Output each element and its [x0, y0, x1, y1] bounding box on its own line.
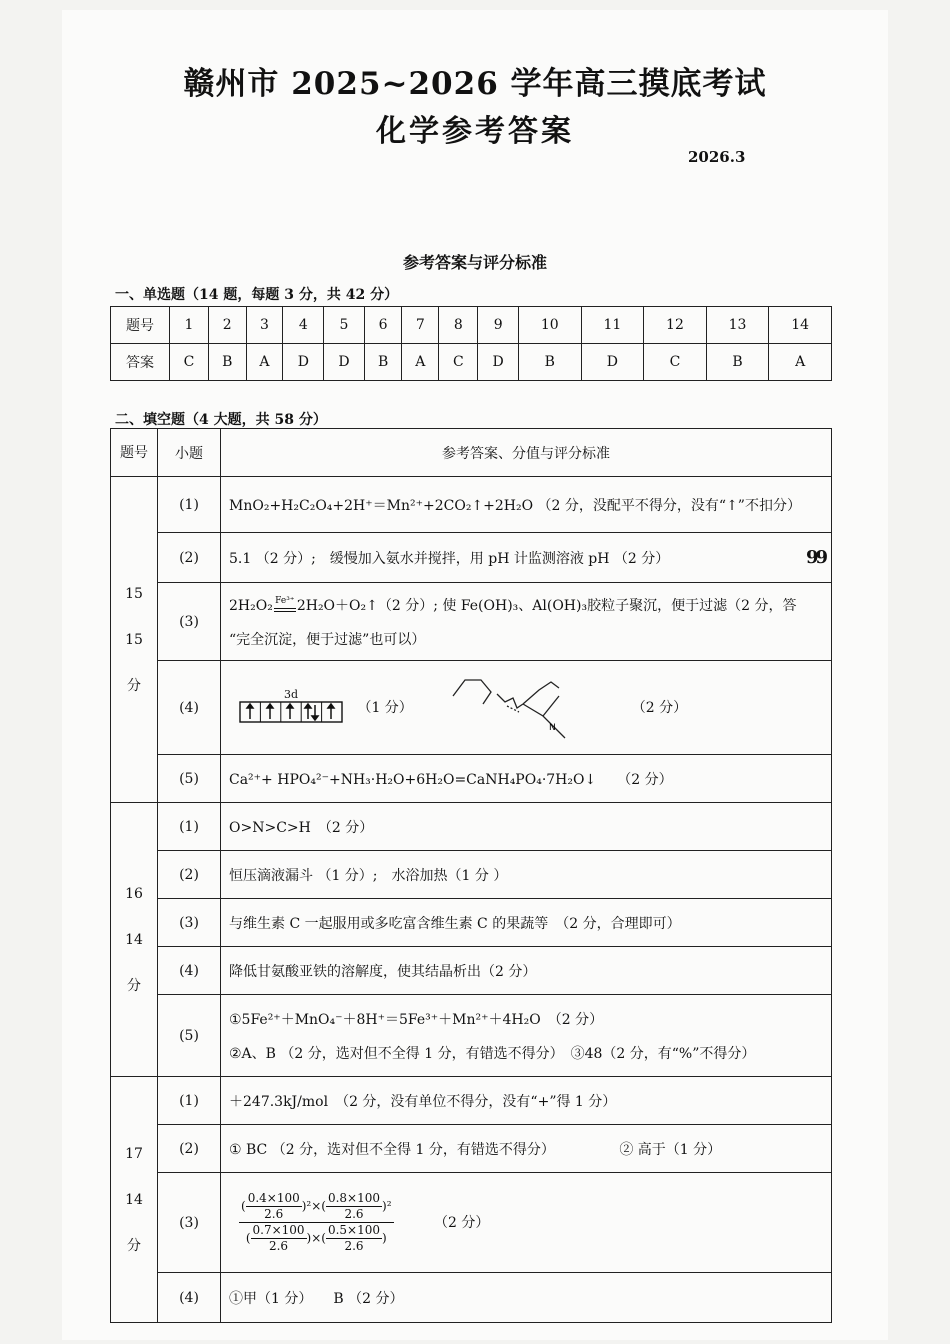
mc-number: 12 — [644, 307, 707, 344]
mc-row-label: 题号 — [111, 307, 170, 344]
score-text: （2 分） — [433, 1214, 490, 1231]
sub-question-label: (1) — [158, 803, 221, 851]
orbital-boxes — [239, 701, 343, 723]
mc-number: 1 — [170, 307, 209, 344]
sub-question-label: (5) — [158, 995, 221, 1077]
answer-cell: ①5Fe²⁺＋MnO₄⁻＋8H⁺＝5Fe³⁺＋Mn²⁺＋4H₂O （2 分） ②A、B （2 分，选对但不全得 1 分，有错选不得分） ③48（2 分，有“%”不得分） — [221, 995, 832, 1077]
mc-number: 8 — [439, 307, 478, 344]
mc-number: 9 — [478, 307, 519, 344]
table-row — [111, 947, 832, 995]
mc-number: 14 — [769, 307, 832, 344]
mc-answer: D — [581, 344, 644, 381]
mc-answer: D — [478, 344, 519, 381]
score-text: （2 分） — [631, 699, 688, 716]
table-row — [111, 851, 832, 899]
equilibrium-constant-expression: ( $\frac{0.4\times 100}{2.6}$ )²×( $\frac{0.8\times 100}{2.6}$ )² ( $\frac{0.7\times 100}{2.6}$ )×( $\frac{0.5\times 100}{2.6}$ ) — [241, 1191, 392, 1253]
mc-answer-table — [110, 306, 832, 381]
exam-title: 赣州市 2025~2026 学年高三摸底考试 — [183, 66, 767, 102]
fill-answer-table — [110, 428, 832, 1323]
sub-question-label: (2) — [158, 533, 221, 583]
catalyst-label: Fe³⁺ — [275, 595, 295, 606]
mc-answer: A — [769, 344, 832, 381]
section-heading: 参考答案与评分标准 — [402, 253, 547, 272]
fill-header-row — [111, 429, 832, 477]
mc-number: 13 — [706, 307, 769, 344]
sub-question-label: (3) — [158, 583, 221, 661]
sub-question-label: (5) — [158, 755, 221, 803]
mc-answer-row — [111, 344, 832, 381]
question-number-cell: 15 15 分 — [111, 477, 158, 803]
answer-cell: 2H₂O₂ Fe³⁺ 2H₂O＋O₂↑（2 分）; 使 Fe(OH)₃、Al(OH)₃胶粒子聚沉，便于过滤（2 分，答 “完全沉淀，便于过滤”也可以） — [221, 583, 832, 661]
answer-text: ①甲（1 分） B （2 分） — [221, 1273, 832, 1323]
table-row — [111, 1125, 832, 1173]
svg-text:N: N — [549, 722, 556, 733]
orbital-diagram: 3d — [239, 689, 343, 727]
sub-question-label: (4) — [158, 661, 221, 755]
table-row — [111, 755, 832, 803]
answer-cell — [221, 533, 832, 583]
mc-row-label: 答案 — [111, 344, 170, 381]
equals-arrow — [274, 608, 296, 612]
sub-question-label: (4) — [158, 1273, 221, 1323]
question-number-cell: 17 14 分 — [111, 1077, 158, 1323]
mc-answer: C — [439, 344, 478, 381]
table-row — [111, 803, 832, 851]
answer-text: O>N>C>H （2 分） — [221, 803, 832, 851]
fill-heading: 二、填空题（4 大题，共 58 分） — [115, 412, 327, 428]
sub-question-label: (3) — [158, 899, 221, 947]
table-row — [111, 1077, 832, 1125]
answer-text: ＋247.3kJ/mol （2 分，没有单位不得分，没有“+”得 1 分） — [221, 1077, 832, 1125]
exam-date: 2026.3 — [688, 148, 746, 166]
mc-number: 5 — [324, 307, 365, 344]
exam-subtitle: 化学参考答案 — [376, 114, 574, 149]
sub-question-label: (3) — [158, 1173, 221, 1273]
answer-cell: ① BC （2 分，选对但不全得 1 分，有错选不得分） ② 高于（1 分） — [221, 1125, 832, 1173]
mc-number: 10 — [518, 307, 581, 344]
score-text: （1 分） — [357, 699, 413, 716]
mc-number: 7 — [402, 307, 439, 344]
table-row — [111, 1273, 832, 1323]
mc-answer: B — [518, 344, 581, 381]
col-answer: 参考答案、分值与评分标准 — [221, 429, 832, 477]
mc-answer: C — [170, 344, 209, 381]
question-number-cell: 16 14 分 — [111, 803, 158, 1077]
table-row — [111, 995, 832, 1077]
answer-text: 与维生素 C 一起服用或多吃富含维生素 C 的果蔬等 （2 分，合理即可） — [221, 899, 832, 947]
answer-text: Ca²⁺+ HPO₄²⁻+NH₃·H₂O+6H₂O=CaNH₄PO₄·7H₂O↓ （2 分） — [221, 755, 832, 803]
sub-question-label: (1) — [158, 477, 221, 533]
mc-heading: 一、单选题（14 题，每题 3 分，共 42 分） — [115, 287, 399, 303]
answer-text: 5.1 （2 分）; 缓慢加入氨水并搅拌，用 pH 计监测溶液 pH （2 分） — [229, 550, 670, 567]
mc-answer: C — [644, 344, 707, 381]
mc-answer: D — [283, 344, 324, 381]
table-row — [111, 1173, 832, 1273]
table-row — [111, 583, 832, 661]
mc-number: 3 — [246, 307, 283, 344]
mc-answer: B — [706, 344, 769, 381]
molecule-structure-drawing — [447, 672, 587, 744]
table-row — [111, 477, 832, 533]
mc-number: 4 — [283, 307, 324, 344]
mc-number: 2 — [208, 307, 246, 344]
scan-mark: 99 — [805, 547, 825, 568]
table-row — [111, 533, 832, 583]
table-row — [111, 899, 832, 947]
table-row — [111, 661, 832, 755]
mc-answer: A — [246, 344, 283, 381]
mc-number: 11 — [581, 307, 644, 344]
mc-answer: B — [208, 344, 246, 381]
mc-answer: B — [364, 344, 402, 381]
mc-answer: A — [402, 344, 439, 381]
mc-number: 6 — [364, 307, 402, 344]
sub-question-label: (4) — [158, 947, 221, 995]
sub-question-label: (1) — [158, 1077, 221, 1125]
answer-text: 降低甘氨酸亚铁的溶解度，使其结晶析出（2 分） — [221, 947, 832, 995]
answer-text: MnO₂+H₂C₂O₄+2H⁺＝Mn²⁺+2CO₂↑+2H₂O （2 分，没配平不得分，没有“↑”不扣分） — [221, 477, 832, 533]
sub-question-label: (2) — [158, 1125, 221, 1173]
col-sub-question: 小题 — [158, 429, 221, 477]
answer-text: 恒压滴液漏斗 （1 分）; 水浴加热（1 分 ） — [221, 851, 832, 899]
answer-cell — [221, 661, 832, 755]
sub-question-label: (2) — [158, 851, 221, 899]
mc-answer: D — [324, 344, 365, 381]
answer-cell — [221, 1173, 832, 1273]
col-question-number: 题号 — [111, 429, 158, 477]
mc-number-row — [111, 307, 832, 344]
